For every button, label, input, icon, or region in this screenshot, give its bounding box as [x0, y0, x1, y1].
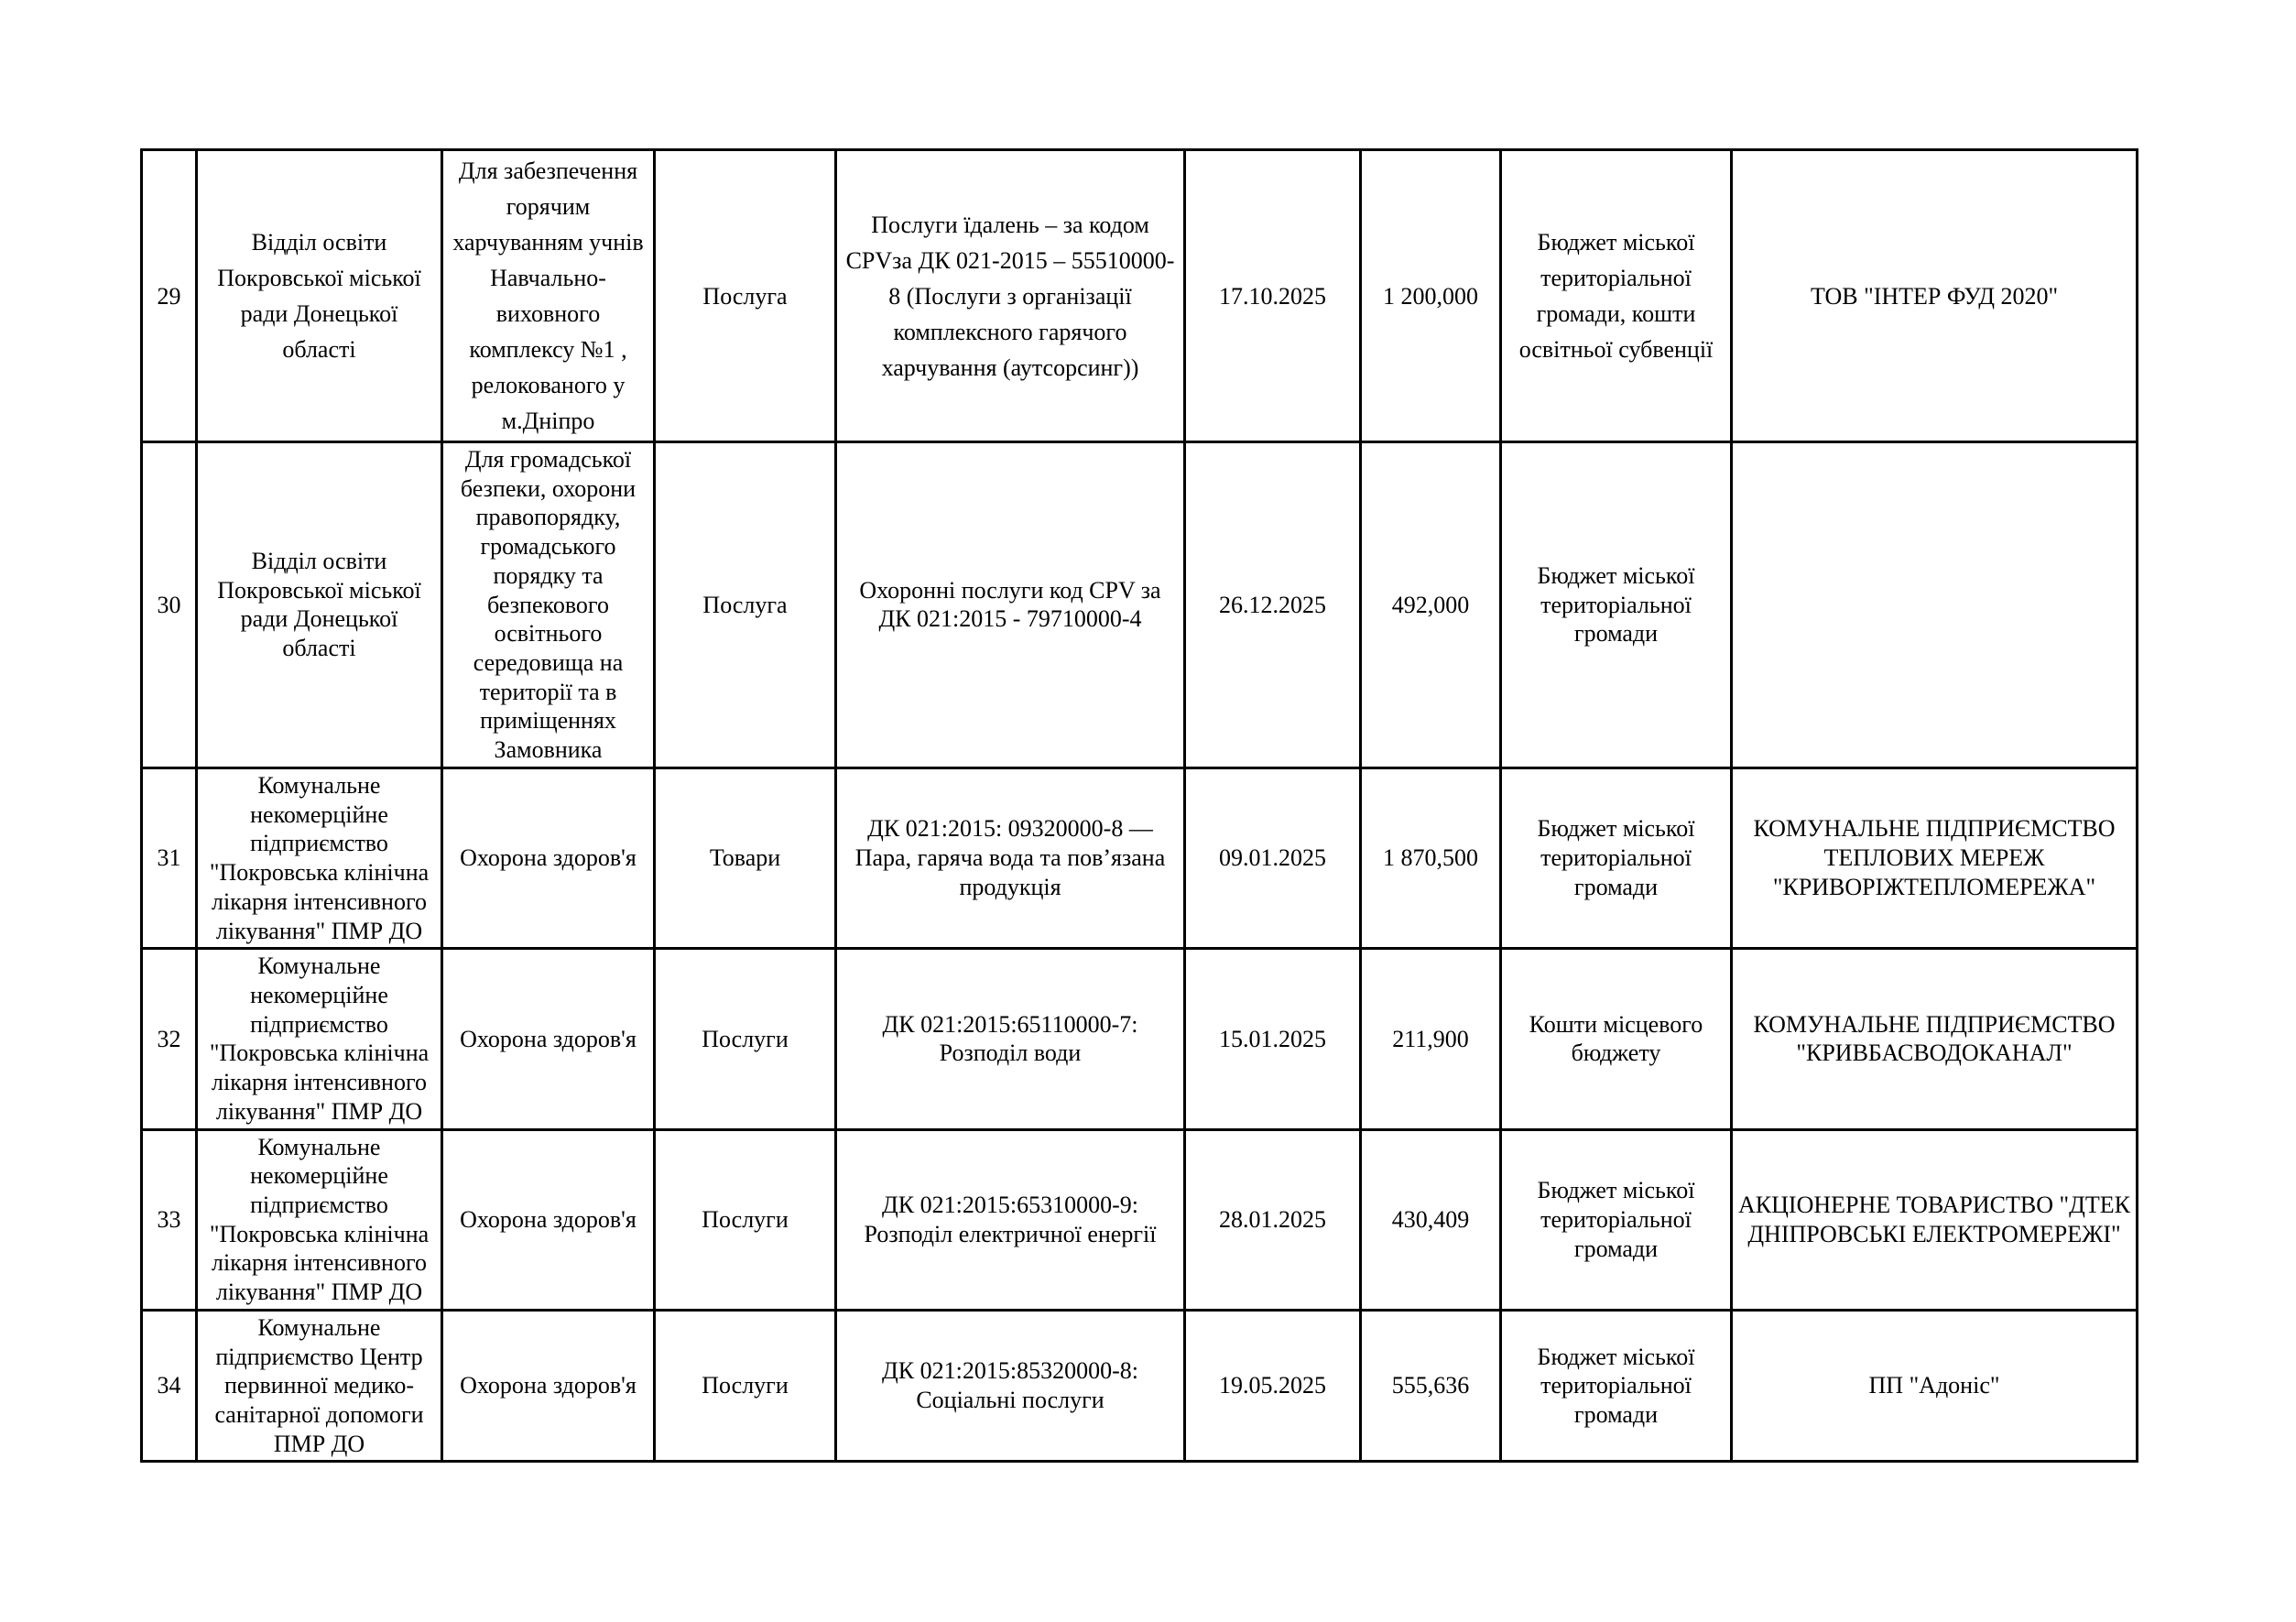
cell-organization: Комунальне підприємство Центр первинної медико-санітарної допомоги ПМР ДО [197, 1310, 442, 1462]
table-row [142, 767, 2138, 948]
cell-number: 33 [142, 1129, 197, 1310]
cell-amount: 492,000 [1361, 442, 1501, 768]
cell-supplier: ТОВ "ІНТЕР ФУД 2020" [1732, 150, 2138, 442]
cell-amount: 1 200,000 [1361, 150, 1501, 442]
cell-purpose: Охорона здоров'я [442, 949, 655, 1129]
cell-subject: ДК 021:2015:65110000-7: Розподіл води [836, 949, 1185, 1129]
cell-number: 29 [142, 150, 197, 442]
cell-purpose: Охорона здоров'я [442, 767, 655, 948]
cell-purpose: Для громадської безпеки, охорони правопорядку, громадського порядку та безпекового освітнього середовища на території та в приміщеннях Замовника [442, 442, 655, 768]
cell-funding-source: Бюджет міської територіальної громади [1501, 767, 1732, 948]
cell-subject: Послуги їдалень – за кодом CPVза ДК 021-2015 – 55510000-8 (Послуги з організації комплексного гарячого харчування (аутсорсинг)) [836, 150, 1185, 442]
cell-number: 31 [142, 767, 197, 948]
cell-funding-source: Бюджет міської територіальної громади [1501, 442, 1732, 768]
table-row [142, 949, 2138, 1129]
procurement-table [140, 148, 2138, 1463]
cell-procurement-type: Товари [655, 767, 836, 948]
cell-contract-date: 09.01.2025 [1185, 767, 1361, 948]
cell-supplier: КОМУНАЛЬНЕ ПІДПРИЄМСТВО ТЕПЛОВИХ МЕРЕЖ "КРИВОРІЖТЕПЛОМЕРЕЖА" [1732, 767, 2138, 948]
cell-purpose: Для забезпечення горячим харчуванням учнів Навчально-виховного комплексу №1 , релокованого у м.Дніпро [442, 150, 655, 442]
cell-purpose: Охорона здоров'я [442, 1129, 655, 1310]
cell-contract-date: 26.12.2025 [1185, 442, 1361, 768]
cell-contract-date: 19.05.2025 [1185, 1310, 1361, 1462]
cell-supplier: КОМУНАЛЬНЕ ПІДПРИЄМСТВО "КРИВБАСВОДОКАНАЛ" [1732, 949, 2138, 1129]
cell-supplier: ПП "Адоніс" [1732, 1310, 2138, 1462]
cell-amount: 430,409 [1361, 1129, 1501, 1310]
cell-procurement-type: Послуги [655, 1129, 836, 1310]
table-row [142, 1310, 2138, 1462]
cell-amount: 211,900 [1361, 949, 1501, 1129]
table-row [142, 442, 2138, 768]
cell-subject: ДК 021:2015: 09320000-8 — Пара, гаряча вода та пов’язана продукція [836, 767, 1185, 948]
cell-contract-date: 17.10.2025 [1185, 150, 1361, 442]
cell-purpose: Охорона здоров'я [442, 1310, 655, 1462]
cell-contract-date: 28.01.2025 [1185, 1129, 1361, 1310]
cell-funding-source: Бюджет міської територіальної громади [1501, 1310, 1732, 1462]
cell-procurement-type: Послуги [655, 1310, 836, 1462]
cell-procurement-type: Послуга [655, 442, 836, 768]
cell-organization: Комунальне некомерційне підприємство "Покровська клінічна лікарня інтенсивного лікування" ПМР ДО [197, 949, 442, 1129]
cell-subject: ДК 021:2015:65310000-9: Розподіл електричної енергії [836, 1129, 1185, 1310]
cell-funding-source: Бюджет міської територіальної громади, кошти освітньої субвенції [1501, 150, 1732, 442]
cell-supplier [1732, 442, 2138, 768]
cell-organization: Комунальне некомерційне підприємство "Покровська клінічна лікарня інтенсивного лікування" ПМР ДО [197, 767, 442, 948]
cell-organization: Відділ освіти Покровської міської ради Донецької області [197, 150, 442, 442]
cell-organization: Відділ освіти Покровської міської ради Донецької області [197, 442, 442, 768]
cell-procurement-type: Послуга [655, 150, 836, 442]
cell-funding-source: Кошти місцевого бюджету [1501, 949, 1732, 1129]
cell-subject: Охоронні послуги код CPV за ДК 021:2015 - 79710000-4 [836, 442, 1185, 768]
cell-funding-source: Бюджет міської територіальної громади [1501, 1129, 1732, 1310]
table-row [142, 150, 2138, 442]
cell-contract-date: 15.01.2025 [1185, 949, 1361, 1129]
table-row [142, 1129, 2138, 1310]
cell-procurement-type: Послуги [655, 949, 836, 1129]
cell-number: 34 [142, 1310, 197, 1462]
cell-subject: ДК 021:2015:85320000-8: Соціальні послуги [836, 1310, 1185, 1462]
cell-amount: 555,636 [1361, 1310, 1501, 1462]
cell-number: 32 [142, 949, 197, 1129]
cell-amount: 1 870,500 [1361, 767, 1501, 948]
cell-number: 30 [142, 442, 197, 768]
cell-supplier: АКЦІОНЕРНЕ ТОВАРИСТВО "ДТЕК ДНІПРОВСЬКІ ЕЛЕКТРОМЕРЕЖІ" [1732, 1129, 2138, 1310]
cell-organization: Комунальне некомерційне підприємство "Покровська клінічна лікарня інтенсивного лікування" ПМР ДО [197, 1129, 442, 1310]
